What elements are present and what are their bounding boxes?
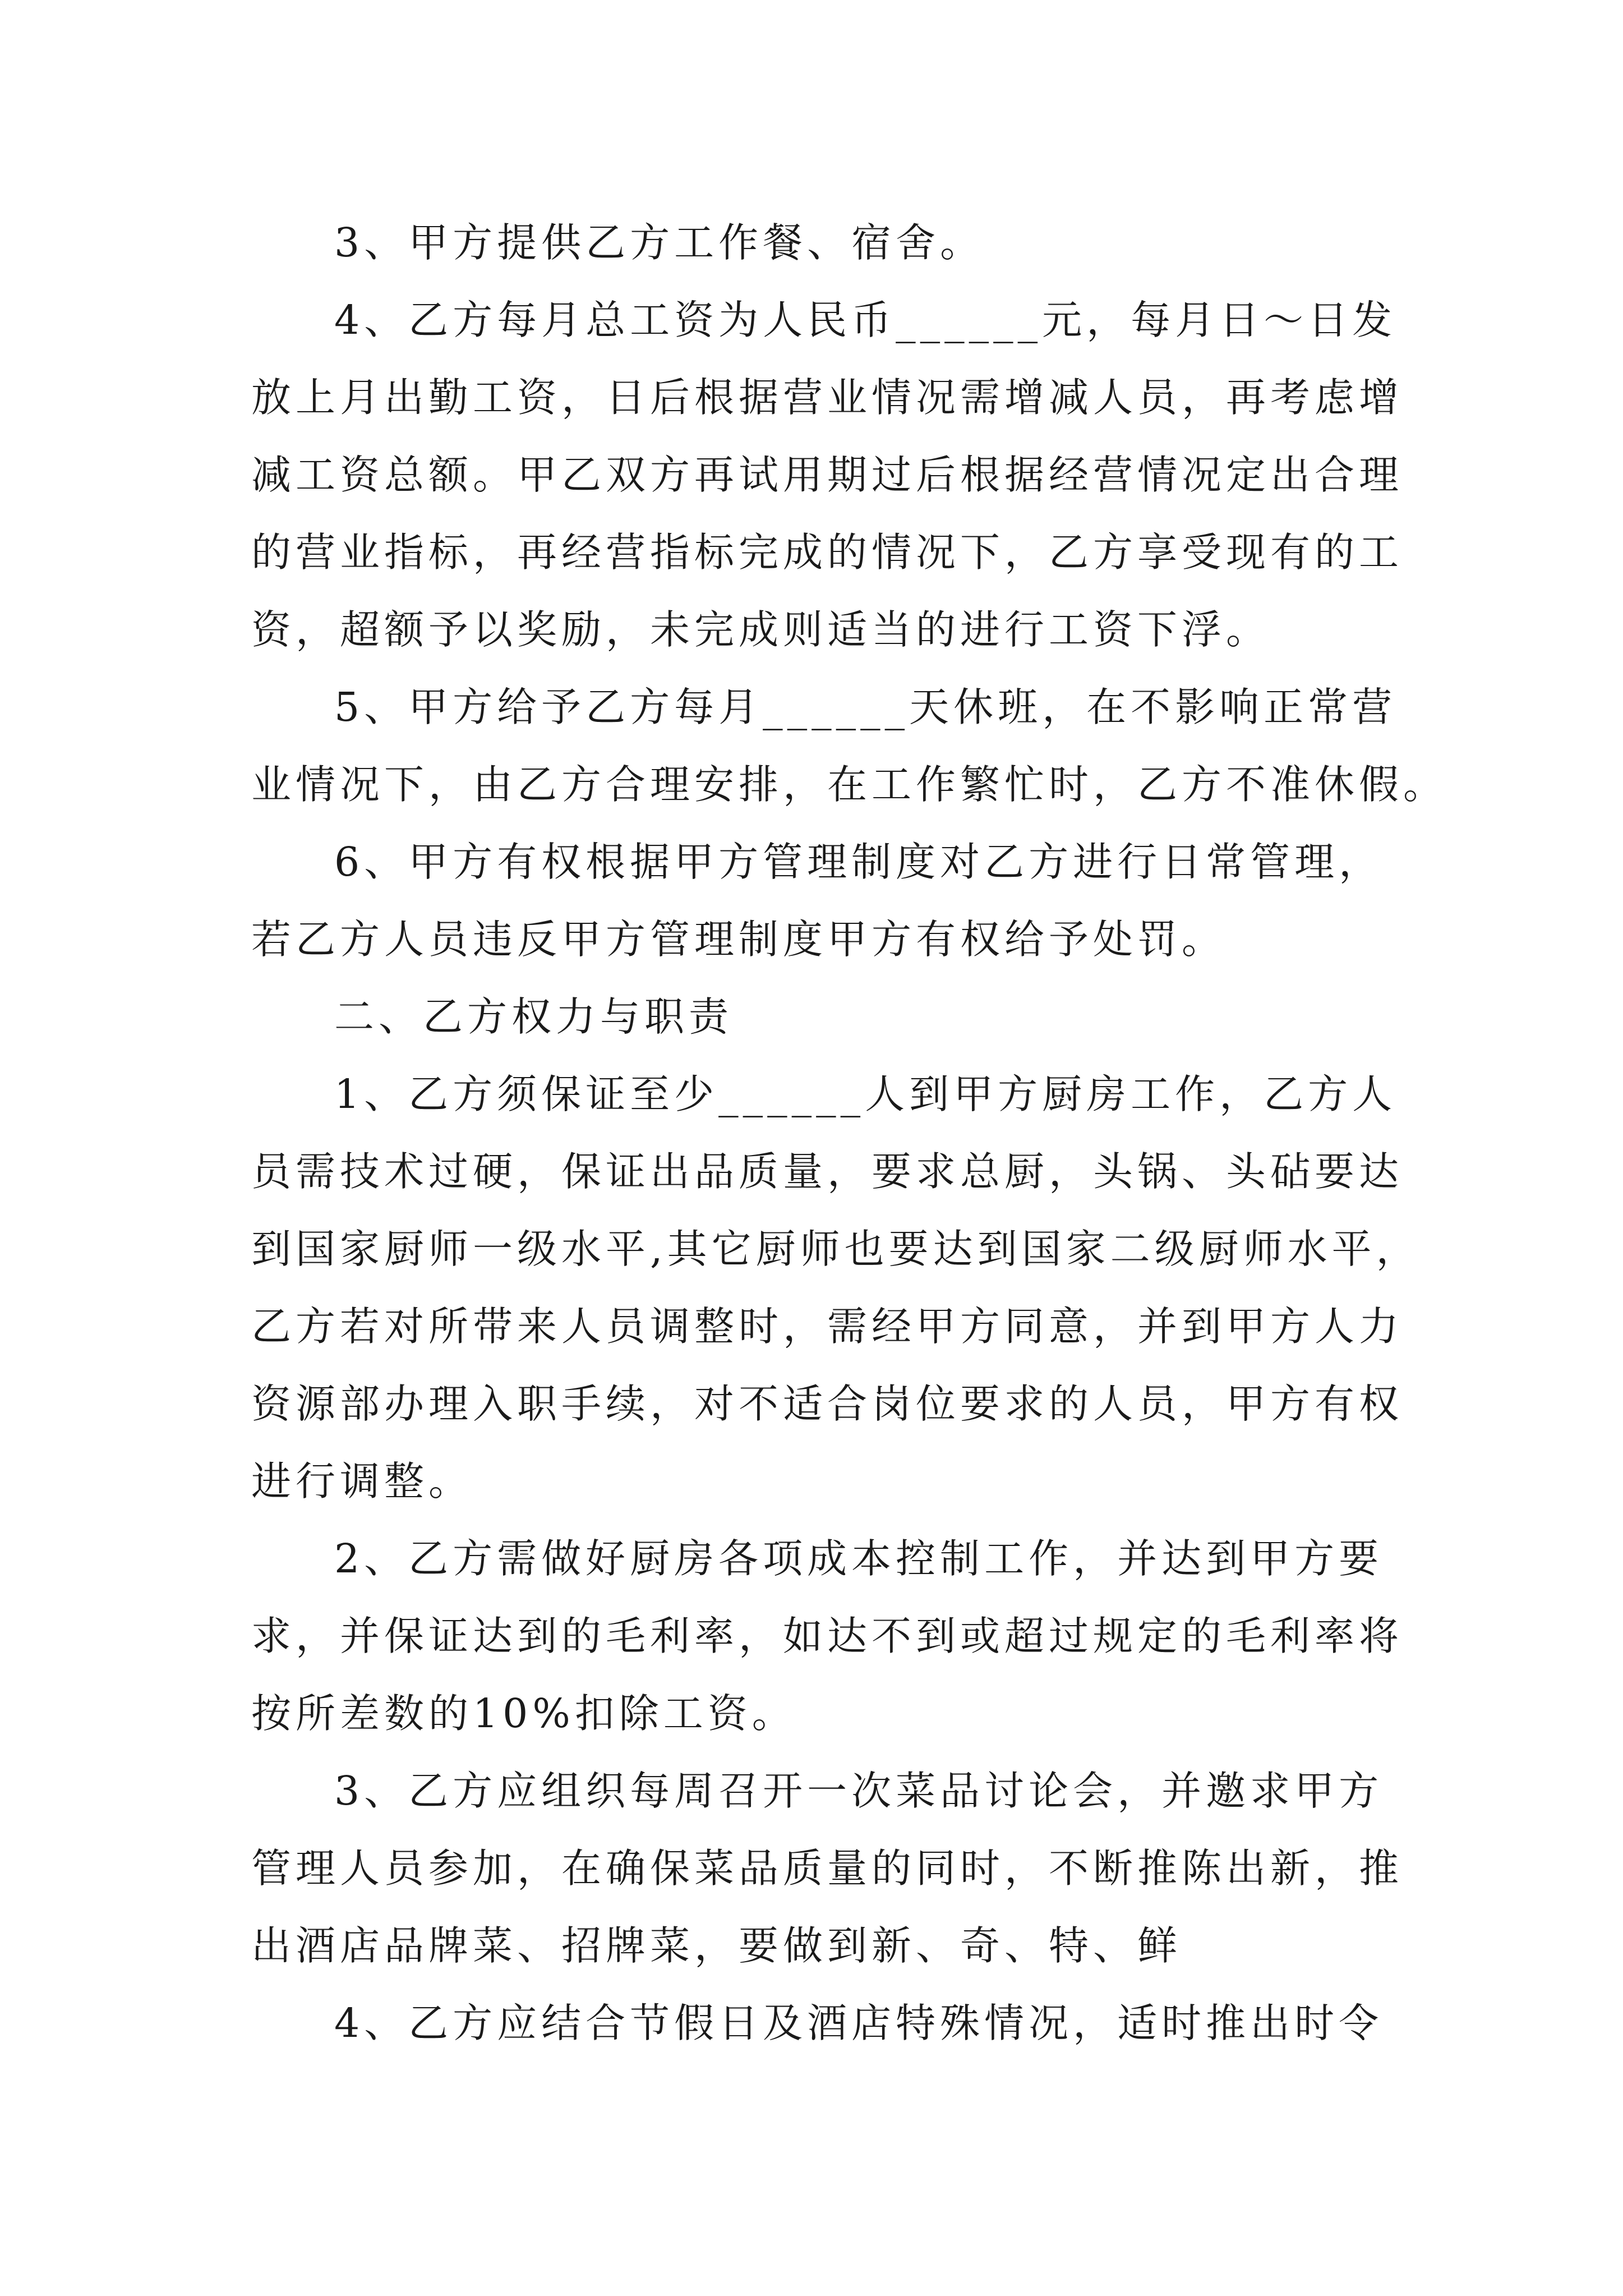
text-line: 资，超额予以奖励，未完成则适当的进行工资下浮。 bbox=[251, 606, 1271, 653]
text-line: 5、甲方给予乙方每月______天休班，在不影响正常营 bbox=[334, 684, 1397, 730]
text-line: 6、甲方有权根据甲方管理制度对乙方进行日常管理， bbox=[334, 839, 1384, 885]
text-line: 求，并保证达到的毛利率，如达不到或超过规定的毛利率将 bbox=[251, 1613, 1404, 1659]
text-line: 员需技术过硬，保证出品质量，要求总厨，头锅、头砧要达 bbox=[251, 1148, 1404, 1195]
text-line: 业情况下，由乙方合理安排，在工作繁忙时，乙方不准休假。 bbox=[251, 761, 1448, 808]
text-line: 放上月出勤工资，日后根据营业情况需增减人员，再考虑增 bbox=[251, 374, 1404, 421]
text-line: 3、乙方应组织每周召开一次菜品讨论会，并邀求甲方 bbox=[334, 1768, 1384, 1814]
text-line: 的营业指标，再经营指标完成的情况下，乙方享受现有的工 bbox=[251, 529, 1404, 576]
section-heading: 二、乙方权力与职责 bbox=[334, 993, 734, 1040]
text-line: 4、乙方每月总工资为人民币______元，每月日～日发 bbox=[334, 297, 1397, 343]
text-line: 资源部办理入职手续，对不适合岗位要求的人员，甲方有权 bbox=[251, 1381, 1404, 1427]
text-line: 乙方若对所带来人员调整时，需经甲方同意，并到甲方人力 bbox=[251, 1303, 1404, 1350]
text-line: 减工资总额。甲乙双方再试用期过后根据经营情况定出合理 bbox=[251, 452, 1404, 498]
text-line: 若乙方人员违反甲方管理制度甲方有权给予处罚。 bbox=[251, 916, 1227, 963]
text-line: 出酒店品牌菜、招牌菜，要做到新、奇、特、鲜 bbox=[251, 1922, 1182, 1969]
text-line: 4、乙方应结合节假日及酒店特殊情况，适时推出时令 bbox=[334, 2000, 1384, 2046]
text-line: 按所差数的10%扣除工资。 bbox=[251, 1690, 796, 1737]
text-line: 管理人员参加，在确保菜品质量的同时，不断推陈出新，推 bbox=[251, 1845, 1404, 1892]
text-line: 到国家厨师一级水平,其它厨师也要达到国家二级厨师水平， bbox=[251, 1226, 1421, 1272]
text-line: 进行调整。 bbox=[251, 1458, 473, 1504]
text-line: 2、乙方需做好厨房各项成本控制工作，并达到甲方要 bbox=[334, 1535, 1384, 1582]
text-line: 3、甲方提供乙方工作餐、宿舍。 bbox=[334, 219, 985, 266]
text-line: 1、乙方须保证至少______人到甲方厨房工作，乙方人 bbox=[334, 1071, 1397, 1117]
